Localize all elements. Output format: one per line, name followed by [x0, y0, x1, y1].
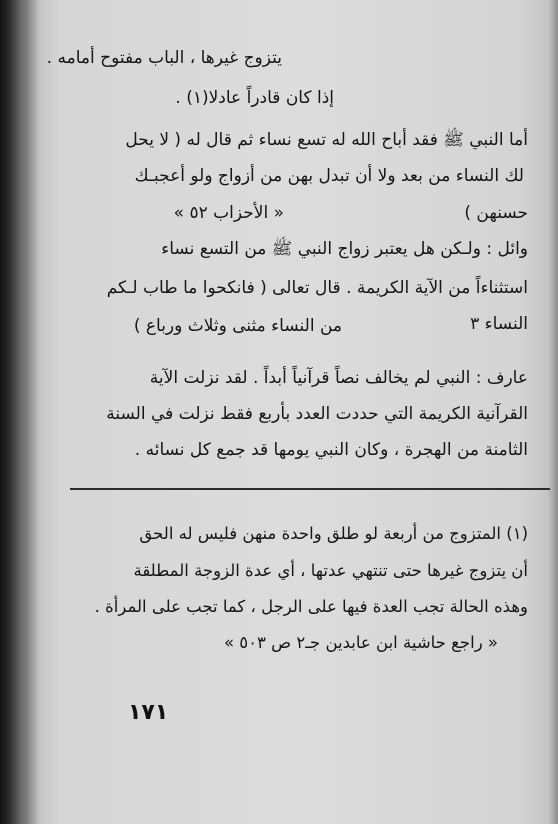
page-number: ١٧١ — [128, 700, 169, 725]
footnote-separator — [70, 488, 550, 490]
body-line-7: استثناءاً من الآية الكريمة . قال تعالى ( فانكحوا ما طاب لـكم — [106, 278, 528, 298]
body-line-8: من النساء مثنى وثلاث ورباع ) — [133, 316, 342, 336]
body-line-5: حسنهن ) — [464, 203, 528, 223]
footnote-line-2: أن يتزوج غيرها حتى تنتهي عدتها ، أي عدة الزوجة المطلقة — [133, 561, 528, 580]
sura-reference-2: النساء ٣ — [470, 314, 528, 334]
body-line-6: وائل : ولـكن هل يعتبر زواج النبي ﷺ من التسع نساء — [161, 239, 528, 259]
body-line-1: يتزوج غيرها ، الباب مفتوح أمامه . — [46, 48, 282, 68]
book-gutter-shadow — [0, 0, 40, 824]
body-line-4: لك النساء من بعد ولا أن تبدل بهن من أزواج ولو أعجبـك — [134, 166, 524, 186]
body-line-10: القرآنية الكريمة التي حددت العدد بأربع فقط نزلت في السنة — [106, 404, 528, 424]
footnote-line-3: وهذه الحالة تجب العدة فيها على الرجل ، كما تجب على المرأة . — [94, 597, 528, 616]
footnote-line-4: « راجع حاشية ابن عابدين جـ٢ ص ٥٠٣ » — [223, 633, 498, 652]
body-line-3: أما النبي ﷺ فقد أباح الله له تسع نساء ثم قال له ( لا يحل — [125, 130, 528, 150]
sura-reference-1: « الأحزاب ٥٢ » — [173, 203, 284, 223]
body-line-11: الثامنة من الهجرة ، وكان النبي يومها قد جمع كل نسائه . — [134, 440, 528, 460]
body-line-9: عارف : النبي لم يخالف نصاً قرآنياً أبداً . لقد نزلت الآية — [149, 368, 528, 388]
footnote-line-1: (١) المتزوج من أربعة لو طلق واحدة منهن فليس له الحق — [139, 524, 528, 543]
body-line-2: إذا كان قادراً عادلا(١) . — [175, 88, 334, 108]
